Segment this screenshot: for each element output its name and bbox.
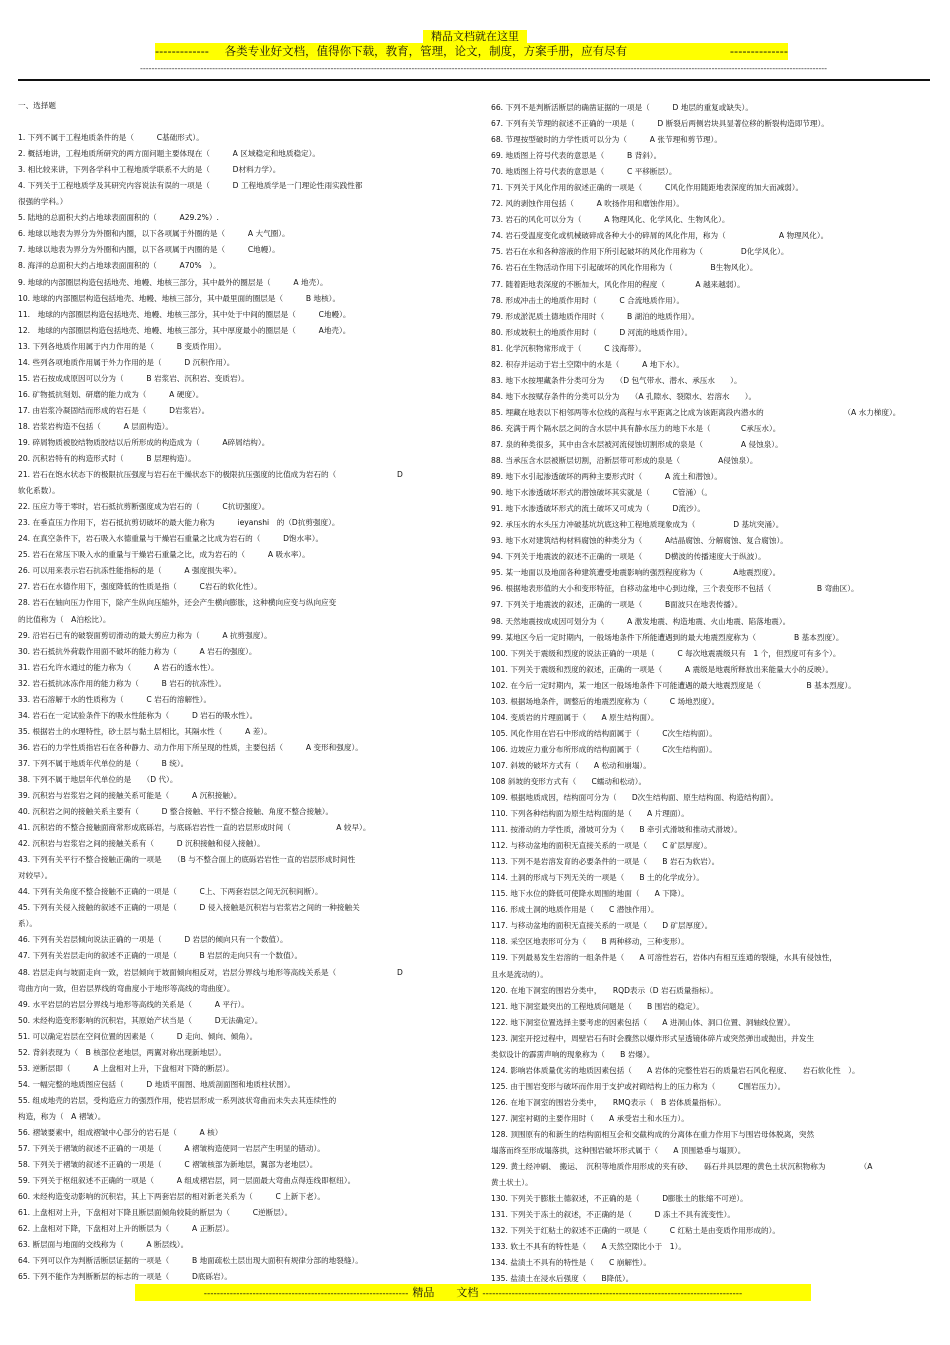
question-line: 95. 某一地面以及地面各种建筑遭受地震影响的强烈程度称为（ A地震烈度）。 bbox=[491, 568, 781, 578]
left-column bbox=[18, 98, 466, 1285]
question-line: 52. 背斜表现为（ B 核部位老地层，两翼对称出现新地层）。 bbox=[18, 1047, 227, 1057]
question-line: 14. 些列各项地质作用属于外力作用的是（ D 沉积作用）。 bbox=[18, 357, 235, 367]
question-line: 43. 下列有关平行不整合接触正确的一项是 （B 与不整合面上的底砾岩岩性一直的岩层形成时间性 bbox=[18, 855, 356, 865]
question-line: 12. 地球的内部圈层构造包括地壳、地幔、地核三部分，其中厚度最小的圈层是（ A地壳）。 bbox=[18, 325, 351, 335]
question-line: 27. 岩石在水德作用下，强度降低的性质是指（ C岩石的软化性）。 bbox=[18, 582, 262, 592]
question-line: 124. 影响岩体质量优劣的地质因素包括（ A 岩体的完整性岩石的质量岩石风化程度、 岩石软化性 ）。 bbox=[491, 1065, 860, 1075]
question-line: 23. 在垂直压力作用下，岩石抵抗剪切破坏的最大能力称为 ieyanshi 的（D抗剪强度）。 bbox=[18, 518, 340, 528]
header-divider bbox=[18, 79, 930, 81]
question-line: 79. 形成淤泥质土德地质作用时（ B 湖泊的地质作用）。 bbox=[491, 311, 700, 321]
question-line: 76. 岩石在生物活动作用下引起破坏的风化作用称为（ B生物风化）。 bbox=[491, 263, 758, 273]
question-line: 92. 承压水的水头压力冲破基坑坑底这种工程地质现象成为（ D 基坑突涌）。 bbox=[491, 520, 784, 530]
question-line: 36. 岩石的力学性质指岩石在各种静力、动力作用下所呈现的性质，主要包括（ A 变形和强度）。 bbox=[18, 742, 363, 752]
question-line: 88. 当承压含水层被断层切割，沿断层带可形成的泉是（ A侵蚀泉）。 bbox=[491, 456, 758, 466]
question-line: 96. 根据地表形值的大小和变形特征，自移动盆地中心到边缘，三个表变形不包括（ B 弯曲区）。 bbox=[491, 584, 859, 594]
banner-right-dashes: -------------- bbox=[729, 44, 788, 58]
question-line: 19. 碎屑物质被胶结物质胶结以后所形成的构造成为（ A碎屑结构）。 bbox=[18, 437, 270, 447]
header-title-bar bbox=[0, 25, 950, 41]
question-line: 112. 与移动盆地的面积无直接关系的一项是（ C 矿层厚度）。 bbox=[491, 841, 712, 851]
question-line: 51. 可以确定岩层在空间位置的因素是（ D 走向、倾向、倾角）。 bbox=[18, 1031, 258, 1041]
question-line: 3. 相比较来讲，下列各学科中工程地质学联系不大的是（ D材料力学）。 bbox=[18, 165, 281, 175]
question-line: 39. 沉积岩与岩浆岩之间的接触关系可能是（ A 沉积接触）。 bbox=[18, 791, 242, 801]
question-line: 45. 下列有关侵入接触的叙述不正确的一项是（ D 侵入接触是沉积岩与岩浆岩之间的一种接触关 bbox=[18, 903, 360, 913]
question-line: 26. 可以用来表示岩石抗冻性能指标的是（ A 强度损失率）。 bbox=[18, 566, 242, 576]
question-line: 63. 断层面与地面的交线称为（ A 断层线）。 bbox=[18, 1240, 189, 1250]
footer-text: 精品 文档 bbox=[412, 1286, 479, 1299]
right-column bbox=[491, 100, 933, 1287]
question-line: 31. 岩石允许水通过的能力称为（ A 岩石的透水性）。 bbox=[18, 662, 219, 672]
question-line: 109. 根据地质成因，结构面可分为（ D次生结构面、原生结构面、构造结构面）。 bbox=[491, 793, 779, 803]
question-line: 21. 岩石在饱水状态下的极限抗压强度与岩石在干燥状态下的极限抗压强度的比值成为岩石的（ D bbox=[18, 470, 403, 480]
banner-text: 各类专业好文档，值得你下载，教育，管理，论文，制度，方案手册，应有尽有 bbox=[224, 44, 628, 58]
question-line: 75. 岩石在水和各种溶液的作用下所引起破坏的风化作用称为（ D化学风化）。 bbox=[491, 247, 789, 257]
header-banner bbox=[155, 43, 788, 60]
question-line: 98. 天然地震按成成因可划分为（ A 激发地震、构造地震、火山地震、陷落地震）。 bbox=[491, 616, 791, 626]
question-line: 35. 根据岩土的水理特性，砂土层与黏土层相比，其隔水性（ A 差）。 bbox=[18, 726, 272, 736]
question-line: 20. 沉积岩特有的构造形式时（ B 层理构造）。 bbox=[18, 454, 196, 464]
banner-left-dashes: ------------- bbox=[155, 44, 209, 58]
question-line: 81. 化学沉积物常形成于（ C 浅海带）。 bbox=[491, 343, 647, 353]
question-line: 软化系数）。 bbox=[18, 486, 60, 496]
question-line: 100. 下列关于震级和烈度的说法正确的一项是（ C 每次地震震级只有 1 个，但烈度可有多个）。 bbox=[491, 648, 841, 658]
question-line: 91. 地下水渗透破坏形式的流土破坏又可成为（ D流沙）。 bbox=[491, 504, 705, 514]
question-line: 67. 下列有关节理的叙述不正确的一项是（ D 断裂后两侧岩块具显著位移的断裂构造即节理）。 bbox=[491, 119, 829, 129]
question-line: 128. 顶围原有的和新生的结构面相互会和交截构成的分离体在重力作用下与围岩母体脱离，突然 bbox=[491, 1130, 815, 1139]
question-line: 4. 下列关于工程地质学及其研究内容说法有误的一项是（ D 工程地质学是一门理论性雨实践性都 bbox=[18, 181, 363, 191]
question-line: 69. 地质图上符号代表的意思是（ B 背斜）。 bbox=[491, 151, 662, 161]
question-line: 66. 下列不是判断活断层的确凿证据的一项是（ D 地层的重复或缺失）。 bbox=[491, 103, 753, 112]
question-line: 90. 地下水渗透破坏形式的潜蚀破坏其实就是（ C管涌）（。 bbox=[491, 488, 713, 498]
question-line: 32. 岩石抵抗冰冻作用的能力称为（ B 岩石的抗冻性）。 bbox=[18, 678, 227, 688]
question-line: 84. 地下水按赋存条件的分类可以分为 （A 孔隙水、裂隙水、岩溶水 ）。 bbox=[491, 391, 757, 401]
question-line: 82. 积存并运动于岩土空隙中的水是（ A 地下水）。 bbox=[491, 359, 684, 369]
question-line: 28. 岩石在轴向压力作用下，除产生纵向压缩外，还会产生横向膨胀，这种横向应变与纵向应变 bbox=[18, 598, 337, 608]
question-line: 34. 岩石在一定试验条件下的吸水性能称为（ D 岩石的吸水性）。 bbox=[18, 710, 258, 720]
header-dash-rule: ---------------------------------------------------------------------------------------------------------------------------------------------------------------------------------------------------------------------------------------------- bbox=[140, 64, 828, 73]
question-line: 1. 下列不属于工程地质条件的是（ C基础形式）。 bbox=[18, 133, 204, 143]
question-line: 9. 地球的内部圈层构造包括地壳、地幔、地核三部分，其中最外的圈层是（ A 地壳）。 bbox=[18, 277, 328, 287]
question-line: 65. 下列不能作为判断断层的标志的一项是（ D底砾岩）。 bbox=[18, 1272, 232, 1282]
question-line: 108 斜坡的变形方式有（ C蠕动和松动）。 bbox=[491, 776, 647, 786]
question-line: 120. 在地下洞室的围岩分类中， RQD表示（D 岩石质量指标）。 bbox=[491, 985, 718, 995]
question-line: 102. 在今后一定时期内，某一地区一般场地条件下可能遭遇的最大地震烈度是（ B 基本烈度）。 bbox=[491, 680, 856, 690]
question-line: 127. 洞室衬砌的主要作用时（ A 承受岩土和水压力）。 bbox=[491, 1113, 689, 1123]
question-line: 22. 压应力等于零时，岩石抵抗剪断强度成为岩石的（ C抗切强度）。 bbox=[18, 502, 270, 512]
question-line: 一、选择题 bbox=[18, 101, 56, 110]
question-line: 78. 形成冲击土的地质作用时（ C 合流地质作用）。 bbox=[491, 295, 685, 305]
question-line: 8. 海洋的总面积大约占地球表面面积的（ A70% ）。 bbox=[18, 261, 221, 271]
question-line bbox=[18, 114, 466, 130]
question-line: 89. 地下水引起渗透破坏的两种主要形式时（ A 流土和潜蚀）。 bbox=[491, 472, 722, 482]
question-line: 很强的学科。） bbox=[18, 197, 68, 207]
question-line: 97. 下列关于地震波的叙述，正确的一项是（ B面波只在地表传播）。 bbox=[491, 600, 743, 610]
question-line: 46. 下列有关岩层倾向说法正确的一项是（ D 岩层的倾向只有一个数值）。 bbox=[18, 935, 288, 945]
question-line: 60. 未经构造变动影响的沉积岩，其上下两套岩层的相对新老关系为（ C 上新下老）。 bbox=[18, 1192, 325, 1202]
question-line: 29. 沿岩石已有的破裂面剪切滑动的最大剪应力称为（ A 抗剪强度）。 bbox=[18, 630, 272, 640]
footer-banner bbox=[135, 1284, 811, 1301]
header-title: 精品文档就在这里 bbox=[423, 30, 527, 43]
question-line: 44. 下列有关角度不整合接触不正确的一项是（ C上、下两套岩层之间无沉积间断）。 bbox=[18, 887, 323, 897]
question-line: 104. 变质岩的片理面属于（ A 原生结构面）。 bbox=[491, 712, 659, 722]
question-line: 80. 形成坡积土的地质作用时（ D 河流的地质作用）。 bbox=[491, 327, 693, 337]
question-line: 132. 下列关于红粘土的叙述不正确的一项是（ C 红粘土是由变质作用形成的）。 bbox=[491, 1226, 781, 1236]
question-line: 107. 斜坡的破坏方式有（ A 松动和崩塌）。 bbox=[491, 760, 651, 770]
question-line: 119. 下列最易发生岩溶的一组条件是（ A 可溶性岩石，岩体内有相互连通的裂缝，水具有侵蚀性， bbox=[491, 953, 837, 963]
question-line: 50. 未经构造变形影响的沉积岩，其原始产状当是（ D无法确定）。 bbox=[18, 1015, 263, 1025]
question-line: 59. 下列关于枢纽叙述不正确的一项是（ A 组成褶岩层，同一层面最大弯曲点得连线即枢纽）。 bbox=[18, 1176, 356, 1186]
question-line: 15. 岩石按成成原因可以分为（ B 岩浆岩、沉积岩、变质岩）。 bbox=[18, 373, 249, 383]
question-line: 55. 组成地壳的岩层，受构造应力的强烈作用，使岩层形成一系列波状弯曲而未失去其连续性的 bbox=[18, 1095, 337, 1105]
question-line: 115. 地下水位的降低可使降水周围的地面（ A 下降）。 bbox=[491, 889, 689, 899]
question-line: 类似设计的霹雳声响的现象称为（ B 岩爆）。 bbox=[491, 1049, 655, 1059]
question-line: 122. 地下洞室位置选择主要考虑的因素包括（ A 进洞山体、洞口位置、洞轴线位置）。 bbox=[491, 1017, 796, 1027]
question-line: 118. 采空区地表形可分为（ B 两种移动，三种变形）。 bbox=[491, 937, 689, 947]
question-line: 121. 地下洞室最突出的工程地质问题是（ B 围岩的稳定）。 bbox=[491, 1001, 704, 1011]
question-line: 117. 与移动盆地的面积无直接关系的一项是（ D 矿层厚度）。 bbox=[491, 921, 713, 931]
question-line: 40. 沉积岩之间的接触关系主要有（ D 整合接触、平行不整合接触、角度不整合接触）。 bbox=[18, 807, 334, 817]
question-line: 99. 某地区今后一定时期内，一般场地条件下所能遭遇到的最大地震烈度称为（ B 基本烈度）。 bbox=[491, 632, 844, 642]
question-line: 41. 沉积岩的不整合接触面商常形成底砾岩，与底砾岩岩性一直的岩层形成时间（ A 较早）。 bbox=[18, 823, 371, 833]
question-line: 74. 岩石受温度变化或机械破碎成各种大小的碎屑的风化作用，称为（ A 物理风化）。 bbox=[491, 231, 829, 241]
question-line: 系）。 bbox=[18, 919, 37, 929]
question-line: 16. 矿物抵抗刻划、研磨的能力成为（ A 硬度）。 bbox=[18, 389, 204, 399]
question-line: 130. 下列关于膨胀土德叙述，不正确的是（ D膨胀土的胀缩不可逆）。 bbox=[491, 1194, 748, 1204]
question-line: 135. 盐渍土在浸水后强度（ B降低）。 bbox=[491, 1274, 634, 1284]
question-line: 134. 盐渍土不具有的特性是（ C 崩解性）。 bbox=[491, 1258, 651, 1268]
question-line: 110. 下列各种结构面为原生结构面的是（ A 片理面）。 bbox=[491, 809, 689, 819]
question-line: 131. 下列关于冻土的叙述，不正确的是（ D 冻土不具有流变性）。 bbox=[491, 1210, 735, 1220]
question-line: 86. 充满于两个隔水层之间的含水层中具有静水压力的地下水是（ C承压水）。 bbox=[491, 423, 781, 433]
question-line: 弯曲方向一致，但岩层界线的弯曲度小于地形等高线的弯曲度）。 bbox=[18, 983, 235, 993]
question-line: 125. 由于围岩变形与破坏而作用于支护或衬砌结构上的压力称为（ C围岩压力）。 bbox=[491, 1081, 786, 1091]
question-line: 17. 由岩浆冷凝固结而形成的岩石是（ D岩浆岩）。 bbox=[18, 405, 210, 415]
question-line: 103. 根据场地条件，调整后的地震烈度称为（ C 场地烈度）。 bbox=[491, 696, 720, 706]
question-line: 且水是流动的）。 bbox=[491, 969, 548, 979]
question-line: 72. 风的剥蚀作用包括（ A 吹扬作用和磨蚀作用）。 bbox=[491, 199, 684, 209]
question-line: 24. 在真空条件下，岩石吸入水德重量与干燥岩石重量之比成为岩石的（ D饱水率）。 bbox=[18, 534, 324, 544]
question-line: 64. 下列可以作为判断活断层证据的一项是（ B 地面疏松土层出现大面积有规律分部的地裂缝）。 bbox=[18, 1256, 363, 1266]
question-line: 13. 下列各地质作用属于内力作用的是（ B 变质作用）。 bbox=[18, 341, 227, 351]
question-line: 93. 地下水对建筑结构材料腐蚀的种类分为（ A结晶腐蚀、分解腐蚀、复合腐蚀）。 bbox=[491, 536, 788, 546]
question-line: 48. 岩层走向与坡面走向一致，岩层倾向于坡面倾向相反对，岩层分界线与地形等高线关系是（ D bbox=[18, 967, 403, 977]
footer-left-dashes: --------------------------------------------------------------- bbox=[203, 1289, 409, 1299]
question-line: 70. 地质图上符号代表的意思是（ C 平移断层）。 bbox=[491, 167, 677, 177]
question-line: 49. 水平岩层的岩层分界线与地形等高线的关系是（ A 平行）。 bbox=[18, 999, 249, 1009]
question-line: 61. 上盘相对上升，下盘相对下降且断层面倾角较陡的断层为（ C逆断层）。 bbox=[18, 1208, 293, 1218]
question-line: 6. 地球以地表为界分为外圈和内圈，以下各项属于外圈的是（ A 大气圈）。 bbox=[18, 229, 290, 239]
question-line: 116. 形成土洞的地质作用是（ C 潜蚀作用）。 bbox=[491, 905, 659, 915]
question-line: 58. 下列关于褶皱的叙述不正确的一项是（ C 褶皱核部为新地层，翼部为老地层）。 bbox=[18, 1160, 318, 1170]
question-line: 111. 按滑动的力学性质，滑坡可分为（ B 牵引式滑坡和推动式滑坡）。 bbox=[491, 825, 742, 835]
question-line: 42. 沉积岩与岩浆岩之间的接触关系有（ D 沉积接触和侵入接触）。 bbox=[18, 839, 265, 849]
question-line: 87. 泉的种类很多，其中由含水层被河流侵蚀切割形成的泉是（ A 侵蚀泉）。 bbox=[491, 439, 783, 449]
question-line: 114. 土洞的形成与下列无关的一项是（ B 土的化学成分）。 bbox=[491, 873, 704, 883]
question-line: 129. 黄土经冲刷、 搬运、 沉积等地质作用形成的夹有砂、 砾石并具层理的黄色土状沉积物称为 （A bbox=[491, 1162, 873, 1172]
question-line: 113. 下列不是岩溶发育的必要条件的一项是（ B 岩石为软岩）。 bbox=[491, 857, 720, 867]
question-line: 106. 边坡应力重分布所形成的结构面属于（ C次生结构面）。 bbox=[491, 744, 717, 754]
question-line: 56. 褶皱要素中，组成褶皱中心部分的岩石是（ A 核） bbox=[18, 1128, 223, 1137]
question-line: 的比值称为（ A泊松比）。 bbox=[18, 614, 111, 624]
question-line: 94. 下列关于地震波的叙述不正确的一项是（ D横波的传播速度大于纵波）。 bbox=[491, 552, 766, 562]
question-line: 黄土状土）。 bbox=[491, 1178, 533, 1188]
question-line: 11. 地球的内部圈层构造包括地壳、地幔、地核三部分，其中处于中间的圈层是（ C地幔）。 bbox=[18, 309, 351, 319]
question-line: 83. 地下水按埋藏条件分类可分为 （D 包气带水、潜水、承压水 ）。 bbox=[491, 375, 742, 385]
question-line: 塌落而终至形成塌落拱，这种围岩破坏形式属于（ A 顶围悬垂与塌顶）。 bbox=[491, 1146, 746, 1156]
question-line: 30. 岩石抵抗外荷载作用面不破坏的能力称为（ A 岩石的强度）。 bbox=[18, 646, 257, 656]
question-line: 101. 下列关于震级和烈度的叙述，正确的一项是（ A 震级是地震所释放出来能量大小的反映）。 bbox=[491, 664, 834, 674]
question-line: 105. 风化作用在岩石中形成的结构面属于（ C次生结构面）。 bbox=[491, 728, 717, 738]
question-line: 57. 下列关于褶皱的叙述不正确的一项是（ A 褶皱构造使同一岩层产生明显的错动）。 bbox=[18, 1144, 325, 1154]
question-line: 68. 节理按型破时的力学性质可以分为（ A 张节理和剪节理）。 bbox=[491, 135, 722, 145]
question-line: 71. 下列关于风化作用的叙述正确的一项是（ C风化作用随距地表深度的加大而减弱）。 bbox=[491, 183, 804, 193]
question-line: 37. 下列不属于地质年代单位的是（ B 统）。 bbox=[18, 758, 189, 768]
question-line: 47. 下列有关岩层走向的叙述不正确的一项是（ B 岩层的走向只有一个数值）。 bbox=[18, 951, 303, 961]
question-line: 构造，称为（ A 褶皱）。 bbox=[18, 1111, 106, 1121]
question-line: 133. 软土不具有的特性是（ A 天然空隙比小于 1）。 bbox=[491, 1242, 687, 1252]
question-line: 123. 洞室开挖过程中，周壁岩石有时会骤然以爆炸形式呈透镜体碎片或突然弹出或抛出，并发生 bbox=[491, 1033, 815, 1043]
question-line: 54. 一幅完整的地质图应包括（ D 地质平面图、地质剖面图和地质柱状图）。 bbox=[18, 1079, 296, 1089]
question-line: 2. 概括地讲，工程地质所研究的两方面问题主要体现在（ A 区域稳定和地质稳定）。 bbox=[18, 149, 321, 159]
question-line: 10. 地球的内部圈层构造包括地壳、地幔、地核三部分，其中最里面的圈层是（ B 地核）。 bbox=[18, 293, 341, 303]
question-line: 18. 岩浆岩构造不包括（ A 层面构造）。 bbox=[18, 421, 173, 431]
question-line: 5. 陆地的总面积大约占地球表面面积的（ A29.2%）. bbox=[18, 213, 219, 223]
question-line: 对较早）。 bbox=[18, 871, 53, 881]
question-line: 77. 随着距地表深度的不断加大，风化作用的程度（ A 越来越弱）。 bbox=[491, 279, 745, 289]
question-line: 33. 岩石溶解于水的性质称为（ C 岩石的溶解性）。 bbox=[18, 694, 212, 704]
question-line: 126. 在地下洞室的围岩分类中， RMQ表示（ B 岩体质量指标）。 bbox=[491, 1097, 726, 1107]
question-line: 7. 地球以地表为界分为外圈和内圈，以下各项属于内圈的是（ C地幔）。 bbox=[18, 245, 280, 255]
question-line: 62. 上盘相对下降，下盘相对上升的断层为（ A 正断层）。 bbox=[18, 1224, 234, 1234]
question-line: 25. 岩石在常压下吸入水的重量与干燥岩石重量之比，成为岩石的（ A 吸水率）。 bbox=[18, 550, 310, 560]
question-line: 53. 逆断层即（ A 上盘相对上升，下盘相对下降的断层）。 bbox=[18, 1063, 234, 1073]
question-line: 38. 下列不属于地层年代单位的是 （D 代）。 bbox=[18, 774, 178, 784]
question-line: 85. 埋藏在地表以下相邻两等水位线的高程与水平距离之比成为该距离段内潜水的 （A 水力梯度）。 bbox=[491, 407, 901, 417]
footer-right-dashes: -------------------------------------------------------------------------------- bbox=[482, 1289, 743, 1299]
question-line: 73. 岩石的风化可以分为（ A 物理风化、化学风化、生物风化）。 bbox=[491, 215, 730, 225]
